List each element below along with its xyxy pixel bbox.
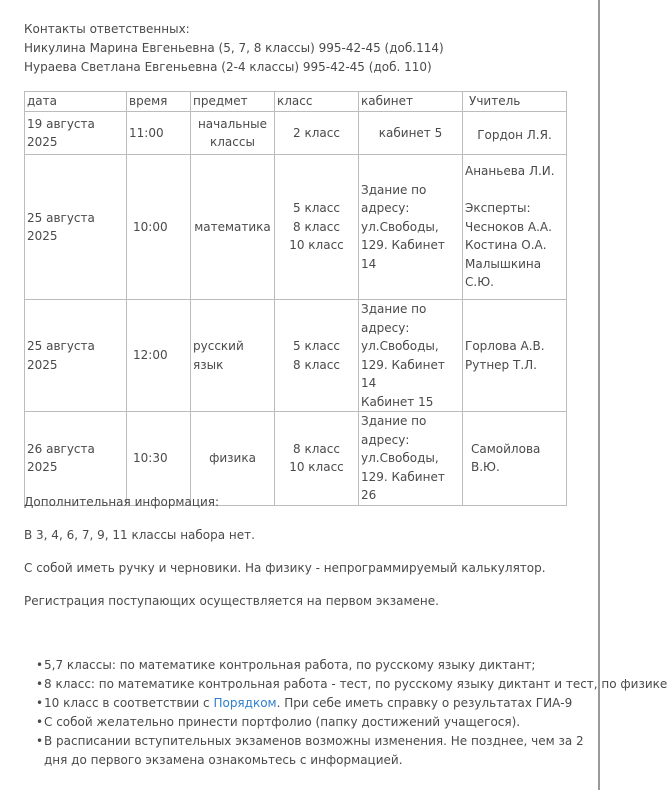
column-header-date: дата xyxy=(25,92,127,112)
list-item-text: . При себе иметь справку о результатах ГИА-9 xyxy=(276,696,573,710)
cell-teacher: Самойлова В.Ю. xyxy=(463,412,567,506)
column-header-room: кабинет xyxy=(359,92,463,112)
column-header-teacher: Учитель xyxy=(463,92,567,112)
table-row xyxy=(25,155,567,300)
cell-time: 10:00 xyxy=(127,155,191,300)
contact-line: Никулина Марина Евгеньевна (5, 7, 8 классы) 995-42-45 (доб.114) xyxy=(24,41,444,55)
cell-grade: 5 класс 8 класс xyxy=(275,300,359,412)
cell-room: Здание по адресу: ул.Свободы, 129. Кабинет 14 xyxy=(359,155,463,300)
info-heading: Дополнительная информация: xyxy=(24,495,220,509)
cell-subject: русский язык xyxy=(191,300,275,412)
cell-grade: 5 класс 8 класс 10 класс xyxy=(275,155,359,300)
contacts-block xyxy=(24,20,594,77)
cell-date: 26 августа 2025 xyxy=(25,412,127,506)
cell-room: кабинет 5 xyxy=(359,112,463,155)
cell-time: 11:00 xyxy=(127,112,191,155)
column-header-subject: предмет xyxy=(191,92,275,112)
table-header-row xyxy=(25,92,567,112)
info-registration: Регистрация поступающих осуществляется на первом экзамене. xyxy=(24,594,439,608)
table-row xyxy=(25,412,567,506)
cell-teacher: Гордон Л.Я. xyxy=(463,112,567,155)
exam-schedule-table xyxy=(24,91,567,506)
cell-grade: 2 класс xyxy=(275,112,359,155)
cell-time: 10:30 xyxy=(127,412,191,506)
cell-subject: математика xyxy=(191,155,275,300)
cell-grade: 8 класс 10 класс xyxy=(275,412,359,506)
table-row xyxy=(25,300,567,412)
list-item-text: 10 класс в соответствии с xyxy=(44,696,214,710)
column-header-grade: класс xyxy=(275,92,359,112)
cell-time: 12:00 xyxy=(127,300,191,412)
contact-line: Нураева Светлана Евгеньевна (2-4 классы) 995-42-45 (доб. 110) xyxy=(24,60,432,74)
cell-date: 25 августа 2025 xyxy=(25,155,127,300)
info-no-enrollment: В 3, 4, 6, 7, 9, 11 классы набора нет. xyxy=(24,528,255,542)
notes-list xyxy=(36,656,667,770)
list-item: • 8 класс: по математике контрольная работа - тест, по русскому языку диктант и тест, по физике xyxy=(36,675,606,694)
cell-teacher: Горлова А.В. Рутнер Т.Л. xyxy=(463,300,567,412)
cell-date: 25 августа 2025 xyxy=(25,300,127,412)
contacts-heading: Контакты ответственных: xyxy=(24,22,190,36)
table-row xyxy=(25,112,567,155)
column-header-time: время xyxy=(127,92,191,112)
list-item xyxy=(36,694,606,713)
list-item: • 5,7 классы: по математике контрольная работа, по русскому языку диктант; xyxy=(36,656,606,675)
cell-subject: физика xyxy=(191,412,275,506)
cell-room: Здание по адресу: ул.Свободы, 129. Кабинет 14 Кабинет 15 xyxy=(359,300,463,412)
list-item: • В расписании вступительных экзаменов возможны изменения. Не позднее, чем за 2 дня до первого экзамена ознакомьтесь с информацией. xyxy=(36,732,598,770)
procedure-link[interactable]: Порядком xyxy=(213,696,277,710)
list-item: • С собой желательно принести портфолио (папку достижений учащегося). xyxy=(36,713,606,732)
info-supplies: С собой иметь ручку и черновики. На физику - непрограммируемый калькулятор. xyxy=(24,561,546,575)
cell-teacher: Ананьева Л.И. Эксперты: Чесноков А.А. Костина О.А. Малышкина С.Ю. xyxy=(463,155,567,300)
cell-room: Здание по адресу: ул.Свободы, 129. Кабинет 26 xyxy=(359,412,463,506)
cell-subject: начальные классы xyxy=(191,112,275,155)
cell-date: 19 августа 2025 xyxy=(25,112,127,155)
